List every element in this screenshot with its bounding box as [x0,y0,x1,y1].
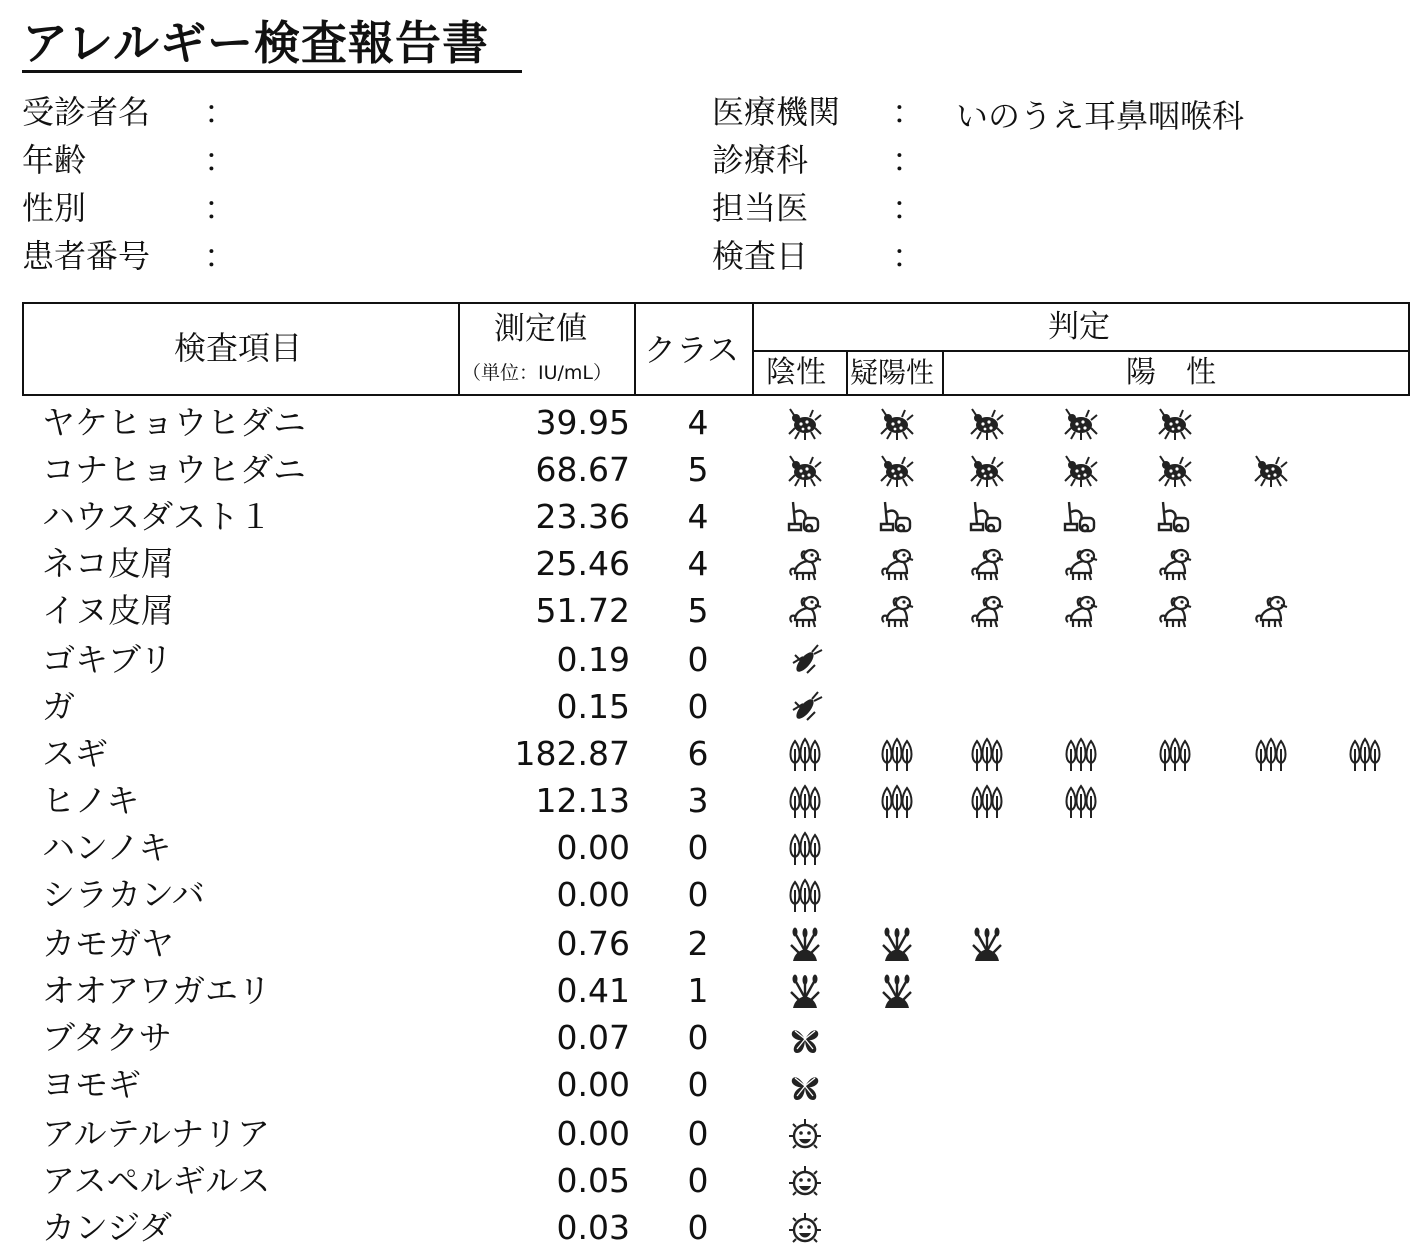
insect-icon [785,641,825,681]
dog-icon [785,592,825,632]
table-row [0,778,1413,824]
tree-icon [785,876,825,916]
grass-icon [967,925,1007,965]
divider [942,350,944,394]
mite-icon [1155,451,1195,491]
institution-value: いのうえ耳鼻咽喉科 [956,97,1245,135]
measured-value: 0.41 [556,971,630,1010]
allergen-name: カンジダ [42,1208,172,1247]
header-value: 測定値 [494,311,587,347]
class-value: 0 [687,1114,709,1153]
measured-value: 0.76 [556,924,630,963]
measured-value: 0.15 [556,687,630,726]
age-label: 年齢 [22,141,87,179]
tree-icon [1061,735,1101,775]
class-value: 0 [687,828,709,867]
allergen-name: ヨモギ [42,1065,141,1104]
class-value: 5 [687,591,709,630]
table-row [0,968,1413,1014]
mite-icon [1061,404,1101,444]
dog-icon [967,545,1007,585]
allergen-name: ネコ皮屑 [42,544,174,583]
colon: ： [204,189,237,227]
class-value: 0 [687,1018,709,1057]
title-underline [22,70,522,73]
allergen-name: シラカンバ [42,875,205,914]
header-borderline: 疑陽性 [850,356,935,389]
report-title: アレルギー検査報告書 [22,16,490,70]
allergen-name: コナヒョウヒダニ [42,450,306,489]
patient-id-label: 患者番号 [22,237,151,275]
allergen-name: ハウスダスト１ [42,497,273,536]
header-unit: （単位：IU/mL） [462,362,613,384]
measured-value: 25.46 [535,544,630,583]
allergen-name: スギ [42,734,108,773]
tree-icon [1345,735,1385,775]
class-value: 0 [687,1065,709,1104]
measured-value: 182.87 [514,734,630,773]
mite-icon [967,404,1007,444]
colon: ： [892,189,925,227]
measured-value: 0.03 [556,1208,630,1247]
allergen-name: カモガヤ [42,924,174,963]
tree-icon [1061,782,1101,822]
divider [752,304,754,394]
tree-icon [785,782,825,822]
tree-icon [877,782,917,822]
allergen-name: オオアワガエリ [42,971,272,1010]
table-row [0,872,1413,918]
mold-icon [785,1209,825,1249]
table-row [0,400,1413,446]
table-row [0,731,1413,777]
grass-icon [785,972,825,1012]
colon: ： [204,93,237,131]
colon: ： [892,141,925,179]
table-row [0,684,1413,730]
mite-icon [877,404,917,444]
allergen-name: アスペルギルス [42,1161,271,1200]
allergen-name: ヤケヒョウヒダニ [42,403,306,442]
class-value: 3 [687,781,709,820]
divider [846,350,848,394]
allergen-name: ゴキブリ [42,640,173,679]
institution-label: 医療機関 [712,93,841,131]
measured-value: 0.07 [556,1018,630,1057]
allergen-name: ブタクサ [42,1018,172,1057]
table-row [0,825,1413,871]
class-value: 0 [687,1161,709,1200]
measured-value: 0.00 [556,1065,630,1104]
allergen-name: ヒノキ [42,781,140,820]
mite-icon [967,451,1007,491]
table-row [0,1062,1413,1108]
tree-icon [1155,735,1195,775]
divider [458,304,460,394]
measured-value: 68.67 [535,450,630,489]
mite-icon [1061,451,1101,491]
vacuum-icon [1061,498,1101,538]
tree-icon [967,735,1007,775]
measured-value: 23.36 [535,497,630,536]
colon: ： [204,237,237,275]
header-negative: 陰性 [766,355,826,390]
dog-icon [967,592,1007,632]
dog-icon [1155,592,1195,632]
mite-icon [785,404,825,444]
weed-icon [785,1066,825,1106]
mite-icon [785,451,825,491]
measured-value: 12.13 [535,781,630,820]
mold-icon [785,1162,825,1202]
table-row [0,1015,1413,1061]
weed-icon [785,1019,825,1059]
dog-icon [1061,592,1101,632]
class-value: 4 [687,497,709,536]
table-row [0,1205,1413,1251]
dog-icon [877,592,917,632]
table-row [0,494,1413,540]
divider [634,304,636,394]
header-item: 検査項目 [174,329,303,367]
table-row [0,541,1413,587]
tree-icon [967,782,1007,822]
class-value: 4 [687,403,709,442]
mold-icon [785,1115,825,1155]
table-row [0,588,1413,634]
measured-value: 39.95 [535,403,630,442]
class-value: 0 [687,1208,709,1247]
tree-icon [785,735,825,775]
test-date-label: 検査日 [712,237,809,275]
table-row [0,637,1413,683]
department-label: 診療科 [712,141,809,179]
class-value: 6 [687,734,709,773]
grass-icon [877,972,917,1012]
tree-icon [1251,735,1291,775]
header-judgement: 判定 [1048,309,1110,345]
insect-icon [785,688,825,728]
colon: ： [892,93,925,131]
vacuum-icon [785,498,825,538]
table-row [0,447,1413,493]
class-value: 2 [687,924,709,963]
dog-icon [785,545,825,585]
colon: ： [892,237,925,275]
grass-icon [877,925,917,965]
dog-icon [1155,545,1195,585]
mite-icon [1251,451,1291,491]
allergen-name: ハンノキ [42,828,172,867]
tree-icon [877,735,917,775]
divider [752,350,1408,352]
measured-value: 0.19 [556,640,630,679]
measured-value: 51.72 [535,591,630,630]
mite-icon [1155,404,1195,444]
header-class: クラス [644,331,740,369]
table-row [0,921,1413,967]
table-row [0,1158,1413,1204]
dog-icon [1061,545,1101,585]
sex-label: 性別 [22,189,87,227]
measured-value: 0.00 [556,1114,630,1153]
class-value: 4 [687,544,709,583]
table-header [22,302,1410,396]
allergen-name: イヌ皮屑 [42,591,174,630]
measured-value: 0.00 [556,875,630,914]
class-value: 5 [687,450,709,489]
allergen-name: アルテルナリア [42,1114,271,1153]
dog-icon [1251,592,1291,632]
grass-icon [785,925,825,965]
measured-value: 0.00 [556,828,630,867]
header-positive: 陽 性 [1126,355,1216,390]
tree-icon [785,829,825,869]
class-value: 0 [687,875,709,914]
allergen-name: ガ [42,687,75,726]
class-value: 0 [687,640,709,679]
colon: ： [204,141,237,179]
doctor-label: 担当医 [712,189,809,227]
table-row [0,1111,1413,1157]
class-value: 0 [687,687,709,726]
vacuum-icon [967,498,1007,538]
patient-name-label: 受診者名 [22,93,151,131]
class-value: 1 [687,971,709,1010]
measured-value: 0.05 [556,1161,630,1200]
mite-icon [877,451,917,491]
dog-icon [877,545,917,585]
vacuum-icon [877,498,917,538]
vacuum-icon [1155,498,1195,538]
